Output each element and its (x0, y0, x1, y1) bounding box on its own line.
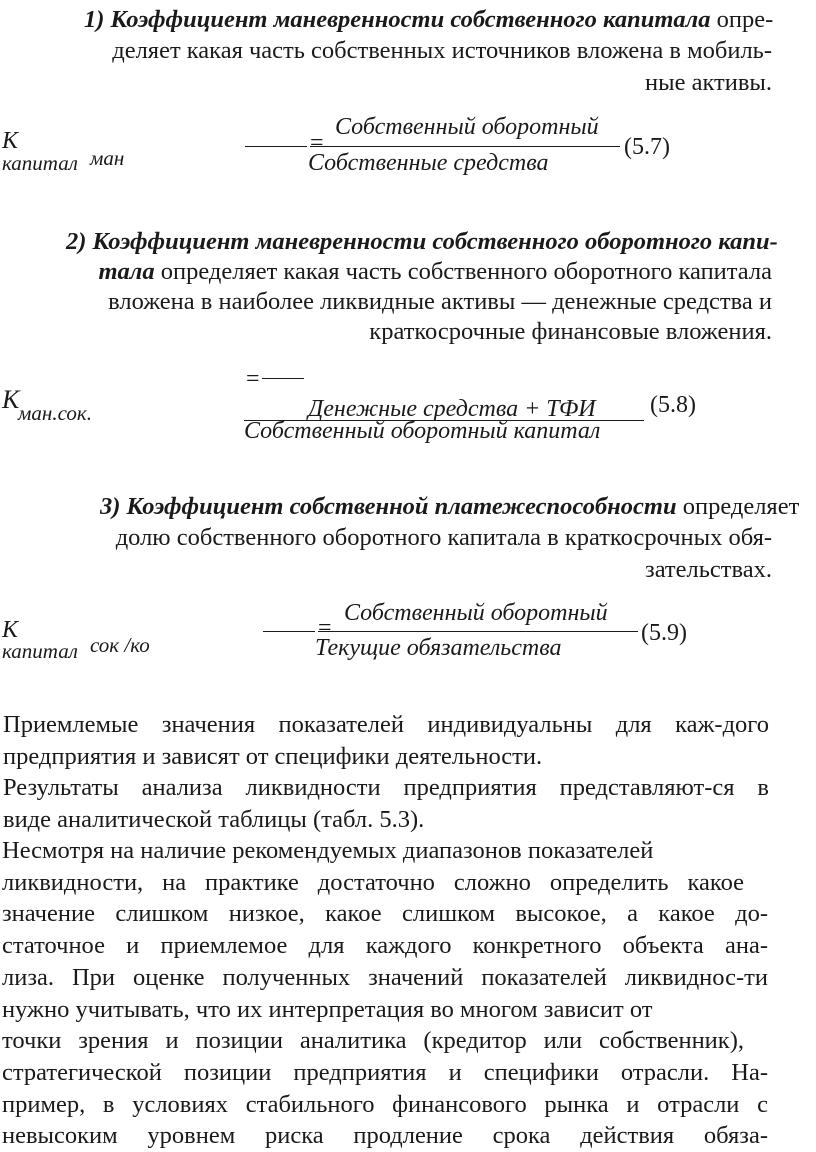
section1-title: 1) Коэффициент маневренности собственного капитала (84, 6, 711, 33)
section3-line1-tail: определяет (676, 493, 800, 520)
formula3-symbol: К (2, 617, 18, 643)
formula3-fraction-bar (318, 631, 638, 632)
paragraph-3-line: пример, в условиях стабильного финансового рынка и отрасли с (2, 1090, 768, 1118)
paragraph-3-line: лиза. При оценке полученных значений показателей ликвиднос-ти (2, 963, 768, 991)
formula1-subscript-right: ман (90, 146, 125, 170)
formula1-numerator: Собственный оборотный (335, 114, 599, 140)
formula1-number: (5.7) (624, 134, 670, 160)
section2-line2 (40, 257, 772, 287)
section3-line2: долю собственного оборотного капитала в краткосрочных обя- (115, 524, 772, 551)
paragraph-3-line: ликвидности, на практике достаточно сложно определить какое (2, 868, 744, 896)
formula2-denominator: Собственный оборотный капитал (244, 418, 601, 444)
formula1-line-left (245, 146, 307, 147)
paragraph-3-line: стратегической позиции предприятия и специфики отрасли. На- (2, 1058, 768, 1086)
formula3-equals: = (318, 615, 332, 641)
paragraph-3-line: статочное и приемлемое для каждого конкретного объекта ана- (2, 932, 768, 960)
formula2-number: (5.8) (650, 392, 696, 418)
formula2-numerator: Денежные средства + ТФИ (308, 396, 596, 422)
formula2-symbol: К (2, 385, 20, 414)
paragraph-1 (3, 709, 769, 772)
formula3-number: (5.9) (641, 620, 687, 646)
paragraph-1-line: предприятия и зависят от специфики деятельности. (3, 742, 543, 770)
paragraph-3-line: значение слишком низкое, какое слишком высокое, а какое до- (2, 900, 768, 928)
section1-line1-tail: опре- (710, 6, 774, 33)
formula3-subscript-right: сок /ко (90, 633, 150, 657)
paragraph-2-line: виде аналитической таблицы (табл. 5.3). (3, 805, 425, 833)
formula3-subscript-left: капитал (2, 639, 78, 663)
paragraph-3-line: невысоким уровнем риска продление срока действия обяза- (2, 1122, 768, 1150)
section1-line3: ные активы. (645, 69, 772, 96)
formula1-symbol: К (2, 128, 18, 154)
paragraph-3-line: точки зрения и позиции аналитика (кредитор или собственник), (2, 1027, 744, 1055)
paragraph-3-line: Несмотря на наличие рекомендуемых диапазонов показателей (2, 837, 654, 864)
paragraph-2-line: Результаты анализа ликвидности предприятия представляют-ся в (3, 774, 769, 801)
paragraph-1-line: Приемлемые значения показателей индивидуальны для каж-дого (3, 711, 769, 738)
section2-title-cont: тала (98, 258, 155, 285)
formula3-line-left (263, 631, 315, 632)
section2-line2-tail: определяет какая часть собственного оборотного капитала (154, 258, 772, 285)
section2-line1: 2) Коэффициент маневренности собственного оборотного капи- (66, 228, 778, 255)
formula3-numerator: Собственный оборотный (344, 600, 608, 626)
paragraph-2 (3, 772, 769, 835)
section1-line2: деляет какая часть собственных источников вложена в мобиль- (112, 37, 772, 64)
section1-line1 (84, 5, 772, 35)
section3-line3: зательствах. (645, 556, 772, 583)
section3-title: 3) Коэффициент собственной платежеспособности (100, 493, 677, 520)
formula2-equals: = (246, 366, 260, 392)
paragraph-3-line: нужно учитывать, что их интерпретация во многом зависит от (2, 995, 653, 1023)
formula2-line-top (262, 378, 304, 379)
formula2-subscript: ман.сок. (18, 401, 92, 425)
formula1-fraction-bar (310, 146, 620, 147)
section2-line4: краткосрочные финансовые вложения. (369, 318, 772, 345)
section2-line3: вложена в наиболее ликвидные активы — денежные средства и (108, 288, 772, 315)
section3-line1 (100, 492, 800, 522)
formula1-equals: = (310, 130, 324, 156)
formula1-denominator: Собственные средства (308, 150, 549, 176)
formula3-denominator: Текущие обязательства (315, 635, 562, 661)
paragraph-3 (2, 835, 768, 1152)
formula1-subscript-left: капитал (2, 151, 78, 175)
